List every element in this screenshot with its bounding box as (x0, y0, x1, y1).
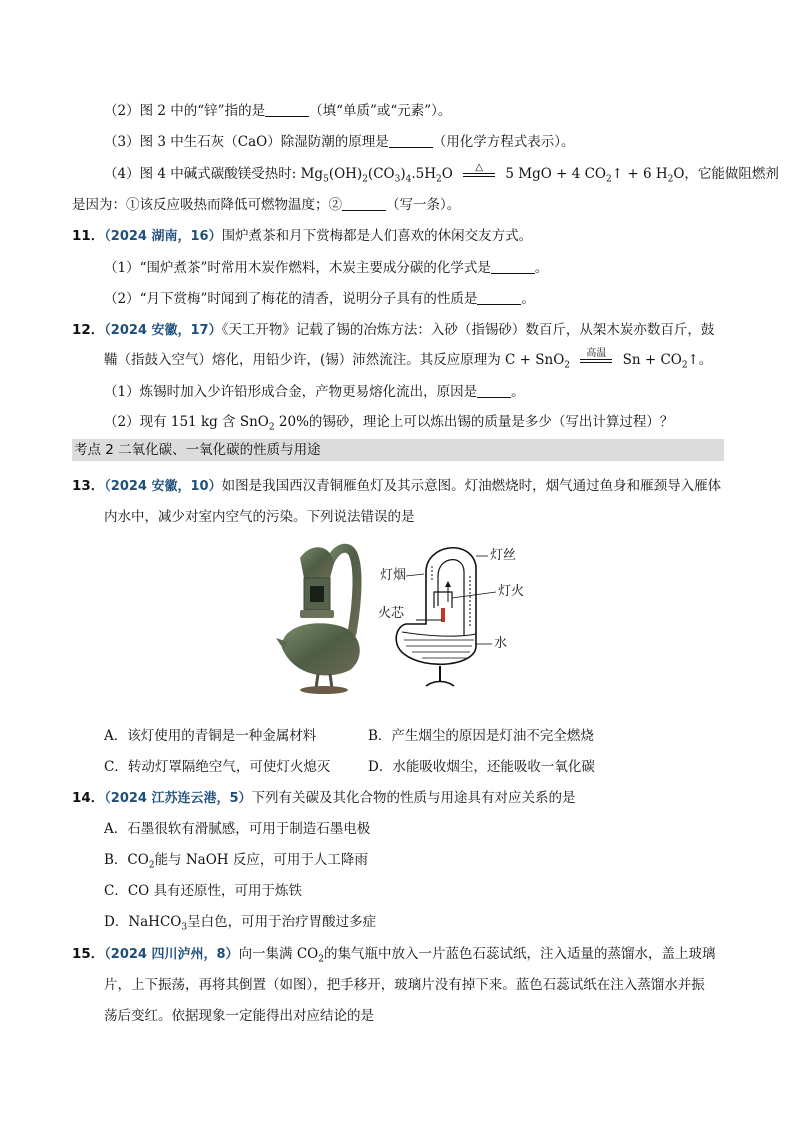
q13-stem: 13．（2024 安徽，10）如图是我国西汉青铜雁鱼灯及其示意图。灯油燃烧时，烟气通过鱼身和雁颈导入雁体 (72, 478, 722, 494)
answer-blank[interactable] (491, 259, 535, 274)
answer-blank[interactable] (477, 290, 521, 305)
q10-part4-line2: 是因为：①该反应吸热而降低可燃物温度；② （写一条）。 (72, 197, 461, 213)
answer-blank[interactable] (389, 133, 433, 148)
q15-stem-line2: 片，上下振荡，再将其倒置（如图），把手移开，玻璃片没有掉下来。蓝色石蕊试纸在注入蒸馏水并振 (104, 977, 705, 993)
q15-stem: 15．（2024 四川泸州，8）向一集满 $CO_2$的集气瓶中放入一片蓝色石蕊试纸，注入适量的蒸馏水，盖上玻璃 (72, 946, 716, 965)
q10-part4: （4）图 4 中碱式碳酸镁受热时: $Mg_5(OH)_2(CO_3)_4.5H_2O$ △ 5 MgO + 4 $CO_2↑ + 6$ $H_2O$，它能做阻燃剂 (104, 162, 779, 185)
label-fire: 灯火 (498, 584, 525, 599)
answer-blank[interactable] (265, 102, 309, 117)
label-wick-light: 灯丝 (490, 548, 517, 563)
label-water: 水 (494, 636, 508, 651)
q13-option-a[interactable]: A．该灯使用的青铜是一种金属材料 (104, 728, 317, 744)
q13-option-c[interactable]: C．转动灯罩隔绝空气，可使灯火熄灭 (104, 759, 331, 775)
q15-stem-line3: 荡后变红。依据现象一定能得出对应结论的是 (104, 1008, 374, 1024)
q10-part3: （3）图 3 中生石灰（CaO）除湿防潮的原理是 （用化学方程式表示）。 (104, 134, 575, 150)
q14-option-b[interactable]: B．$CO_2$能与 NaOH 反应，可用于人工降雨 (104, 852, 368, 871)
q14-option-a[interactable]: A．石墨很软有滑腻感，可用于制造石墨电极 (104, 821, 371, 837)
q12-part2: （2）现有 151 kg 含 SnO$_2$ 20%的锡砂，理论上可以炼出锡的质量是多少（写出计算过程）？ (104, 414, 674, 433)
q11-stem: 11．（2024 湖南，16）围炉煮茶和月下赏梅都是人们喜欢的休闲交友方式。 (72, 228, 533, 244)
high-temp-condition: 高温 (580, 350, 612, 372)
q12-stem: 12．（2024 安徽，17）《天工开物》记载了锡的冶炼方法：入砂（指锡砂）数百斤，从架木炭亦数百斤，鼓 (72, 322, 715, 338)
heat-condition: △ (463, 164, 495, 186)
q11-part2: （2）“月下赏梅”时闻到了梅花的清香，说明分子具有的性质是 。 (104, 291, 535, 307)
q11-part1: （1）“围炉煮茶”时常用木炭作燃料，木炭主要成分碳的化学式是 。 (104, 260, 549, 276)
q14-option-d[interactable]: D．NaHCO$_3$呈白色，可用于治疗胃酸过多症 (104, 914, 377, 933)
q12-stem-line2: 鞴（指鼓入空气）熔化，用铅少许，(锡）沛然流注。其反应原理为 C + SnO$_2$ $^{高温}$ $Sn + CO_2↑$。 (104, 348, 713, 371)
q12-part1: （1）炼锡时加入少许铅形成合金，产物更易熔化流出，原因是 。 (104, 384, 525, 400)
answer-blank[interactable] (477, 383, 511, 398)
q13-stem-line2: 内水中，减少对室内空气的污染。下列说法错误的是 (104, 509, 415, 525)
label-core: 火芯 (378, 606, 405, 621)
answer-blank[interactable] (342, 196, 386, 211)
q14-stem: 14．（2024 江苏连云港，5）下列有关碳及其化合物的性质与用途具有对应关系的是 (72, 790, 576, 806)
section-heading: 考点 2 二氧化碳、一氧化碳的性质与用途 (72, 439, 724, 461)
label-smoke: 灯烟 (380, 568, 407, 583)
q13-option-d[interactable]: D．水能吸收烟尘，还能吸收一氧化碳 (368, 759, 595, 775)
q13-option-b[interactable]: B．产生烟尘的原因是灯油不完全燃烧 (368, 728, 594, 744)
q10-part2: （2）图 2 中的“锌”指的是 （填“单质”或“元素”）。 (104, 103, 452, 119)
q14-option-c[interactable]: C．CO 具有还原性，可用于炼铁 (104, 883, 303, 899)
bronze-lamp-photo (270, 538, 370, 698)
